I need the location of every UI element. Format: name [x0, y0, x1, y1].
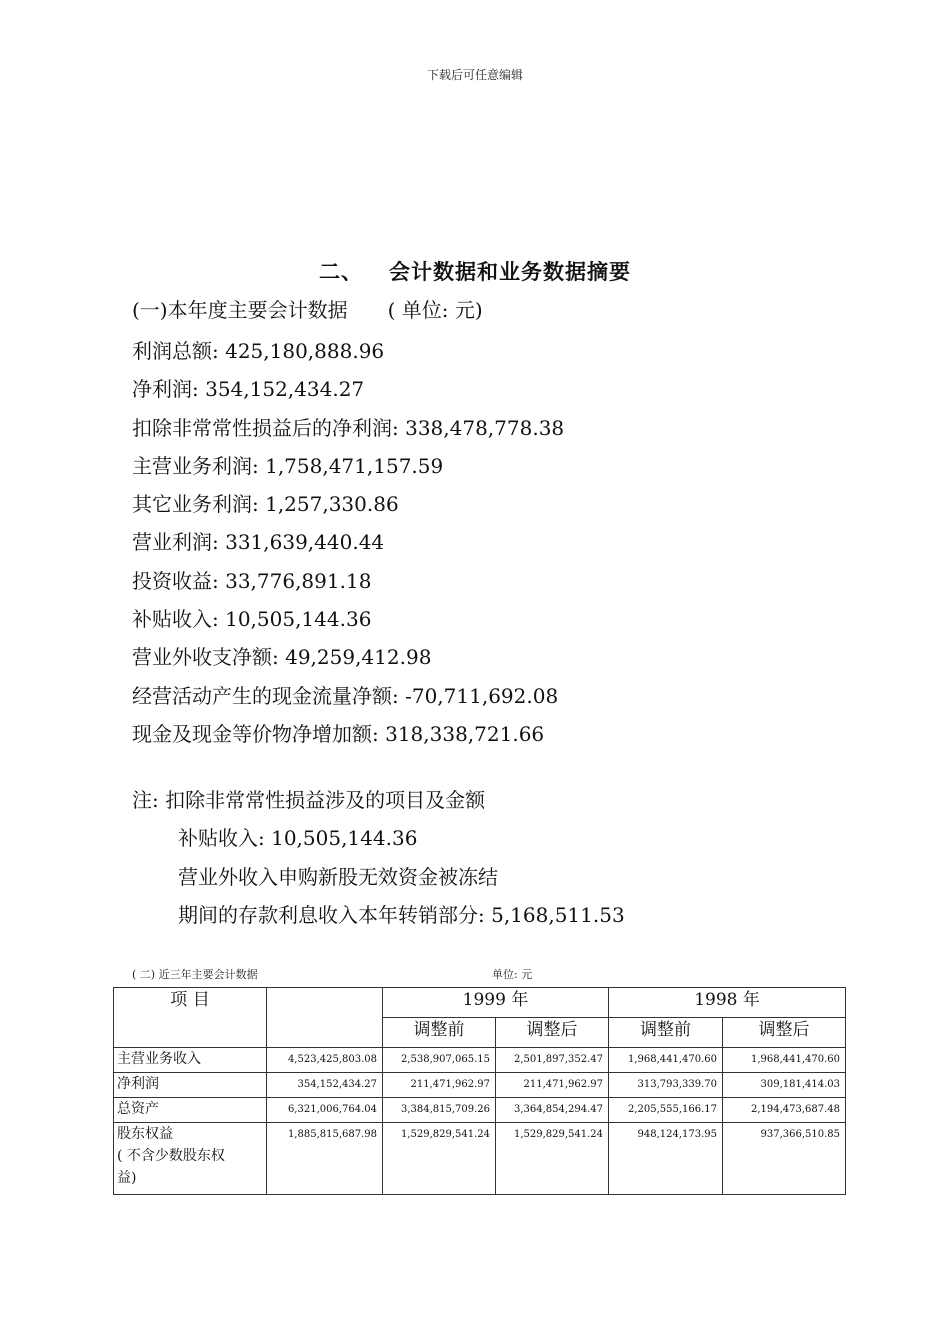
subsection-title: [132, 294, 483, 323]
cell-value: 948,124,173.95: [609, 1123, 723, 1195]
cell-value: 1,885,815,687.98: [267, 1123, 383, 1195]
row-label-line: 股东权益: [117, 1126, 173, 1142]
cell-value: 4,523,425,803.08: [267, 1048, 383, 1073]
cell-value: 6,321,006,764.04: [267, 1098, 383, 1123]
header-year-1999: 1999 年: [383, 988, 609, 1018]
table-header-row: [114, 988, 846, 1018]
note-line: 营业外收入申购新股无效资金被冻结: [178, 864, 498, 889]
list-item: 净利润: 354,152,434.27: [132, 377, 365, 402]
note-line: 补贴收入: 10,505,144.36: [178, 826, 418, 851]
accounting-data-list: [132, 332, 564, 753]
list-item: 营业利润: 331,639,440.44: [132, 530, 385, 555]
row-label: [114, 1123, 267, 1195]
cell-value: 1,529,829,541.24: [496, 1123, 609, 1195]
row-label: 总资产: [114, 1098, 267, 1123]
note-heading: 注: 扣除非常常性损益涉及的项目及金额: [132, 788, 486, 812]
header-before-1999: 调整前: [383, 1018, 496, 1048]
list-item: 营业外收支净额: 49,259,412.98: [132, 645, 432, 670]
list-item: 主营业务利润: 1,758,471,157.59: [132, 453, 444, 478]
header-before-1998: 调整前: [609, 1018, 723, 1048]
page-header-note: 下载后可任意编辑: [426, 68, 523, 82]
list-item: 利润总额: 425,180,888.96: [132, 339, 385, 363]
cell-value: 2,205,555,166.17: [609, 1098, 723, 1123]
header-blank: [267, 988, 383, 1048]
header-after-1998: 调整后: [723, 1018, 846, 1048]
table-caption: [132, 966, 732, 982]
section-title: [0, 256, 950, 286]
cell-value: 211,471,962.97: [383, 1073, 496, 1098]
cell-value: 2,538,907,065.15: [383, 1048, 496, 1073]
table-row: [114, 1073, 846, 1098]
cell-value: 211,471,962.97: [496, 1073, 609, 1098]
header-item: 项 目: [114, 988, 267, 1048]
cell-value: 2,194,473,687.48: [723, 1098, 846, 1123]
cell-value: 1,968,441,470.60: [609, 1048, 723, 1073]
cell-value: 3,364,854,294.47: [496, 1098, 609, 1123]
list-item: 投资收益: 33,776,891.18: [132, 568, 372, 593]
three-year-data-table: [113, 987, 846, 1195]
cell-value: 313,793,339.70: [609, 1073, 723, 1098]
list-item: 补贴收入: 10,505,144.36: [132, 607, 372, 632]
list-item: 其它业务利润: 1,257,330.86: [132, 492, 399, 517]
row-label: 净利润: [114, 1073, 267, 1098]
cell-value: 309,181,414.03: [723, 1073, 846, 1098]
cell-value: 2,501,897,352.47: [496, 1048, 609, 1073]
table-row: [114, 1048, 846, 1073]
table-unit: 单位: 元: [492, 968, 533, 981]
subsection-unit: ( 单位: 元): [387, 298, 483, 322]
table-row: [114, 1098, 846, 1123]
list-item: 扣除非常常性损益后的净利润: 338,478,778.38: [132, 415, 565, 440]
table-caption-text: ( 二) 近三年主要会计数据: [132, 968, 258, 981]
row-label-line: ( 不含少数股东权: [117, 1148, 225, 1164]
subsection-title-text: (一)本年度主要会计数据: [132, 298, 348, 322]
row-label: 主营业务收入: [114, 1048, 267, 1073]
note-block: [132, 781, 625, 934]
section-number: 二、: [319, 259, 363, 284]
cell-value: 1,529,829,541.24: [383, 1123, 496, 1195]
header-after-1999: 调整后: [496, 1018, 609, 1048]
header-year-1998: 1998 年: [609, 988, 846, 1018]
cell-value: 937,366,510.85: [723, 1123, 846, 1195]
cell-value: 1,968,441,470.60: [723, 1048, 846, 1073]
cell-value: 3,384,815,709.26: [383, 1098, 496, 1123]
note-line: 期间的存款利息收入本年转销部分: 5,168,511.53: [178, 902, 625, 927]
row-label-line: 益): [117, 1170, 137, 1186]
section-title-text: 会计数据和业务数据摘要: [389, 259, 631, 284]
cell-value: 354,152,434.27: [267, 1073, 383, 1098]
table-row: [114, 1123, 846, 1195]
list-item: 现金及现金等价物净增加额: 318,338,721.66: [132, 721, 545, 746]
list-item: 经营活动产生的现金流量净额: -70,711,692.08: [132, 683, 559, 708]
